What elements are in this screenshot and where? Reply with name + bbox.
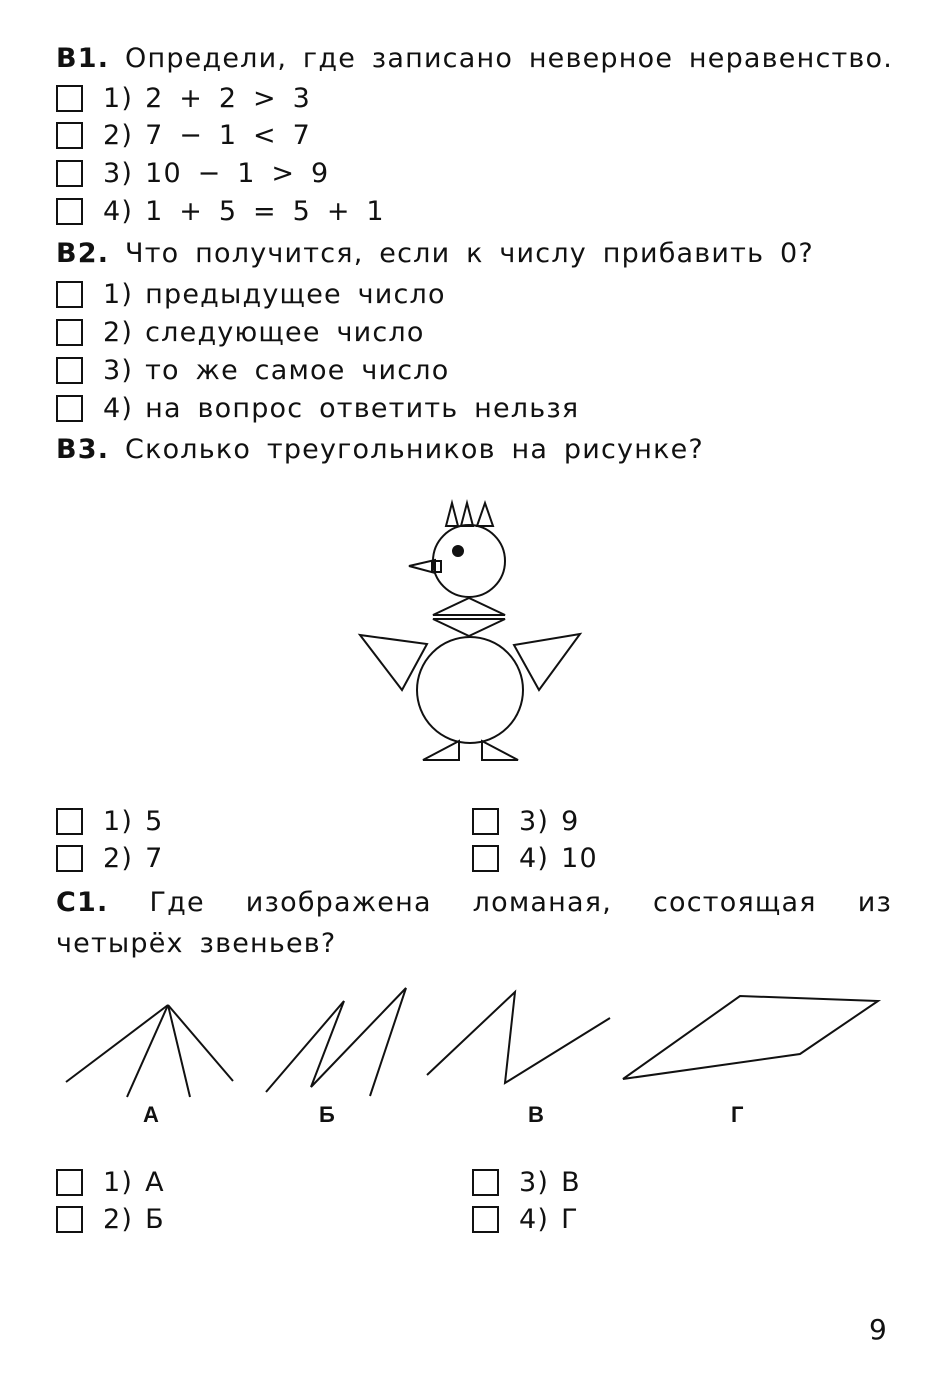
question-c1-number: С1. xyxy=(56,887,109,918)
b1-option-3-number: 3) xyxy=(103,157,134,189)
b1-option-2-number: 2) xyxy=(103,119,134,151)
b3-option-1-number: 1) xyxy=(103,805,134,837)
b1-option-3-text: 10 − 1 > 9 xyxy=(145,157,330,189)
c1-option-4-text: Г xyxy=(561,1203,579,1235)
b2-option-2-text: следующее число xyxy=(145,316,425,348)
b3-option-1-text: 5 xyxy=(145,805,164,837)
question-b3-text: Сколько треугольников на рисунке? xyxy=(125,434,704,465)
figure-label-a: А xyxy=(143,1102,159,1127)
b2-option-3-text: то же самое число xyxy=(145,354,450,386)
figure-label-g: Г xyxy=(731,1102,744,1127)
question-b1-text: Определи, где записано неверное неравенство. xyxy=(125,43,894,74)
c1-option-4[interactable] xyxy=(472,1203,579,1235)
c1-option-4-number: 4) xyxy=(519,1203,550,1235)
c1-option-2-text: Б xyxy=(145,1203,165,1235)
b1-option-1-number: 1) xyxy=(103,82,134,114)
b1-option-4-text: 1 + 5 = 5 + 1 xyxy=(145,195,385,227)
c1-option-1[interactable] xyxy=(56,1166,165,1198)
b2-option-2-number: 2) xyxy=(103,316,134,348)
c1-option-3-number: 3) xyxy=(519,1166,550,1198)
b2-option-3-number: 3) xyxy=(103,354,134,386)
b1-option-4-number: 4) xyxy=(103,195,134,227)
b1-option-2-text: 7 − 1 < 7 xyxy=(145,119,312,151)
b3-option-2-text: 7 xyxy=(145,842,164,874)
figure-g-polygon xyxy=(623,996,878,1079)
figure-a-lines xyxy=(66,1005,233,1097)
c1-option-1-number: 1) xyxy=(103,1166,134,1198)
question-b2-number: В2. xyxy=(56,238,110,269)
b3-option-4-text: 10 xyxy=(561,842,598,874)
question-b1-number: В1. xyxy=(56,43,110,74)
figure-label-b: Б xyxy=(319,1102,335,1127)
c1-checkbox-3[interactable] xyxy=(472,1169,499,1196)
question-b3-number: В3. xyxy=(56,434,110,465)
c1-checkbox-1[interactable] xyxy=(56,1169,83,1196)
b3-option-3-number: 3) xyxy=(519,805,550,837)
b2-option-4-number: 4) xyxy=(103,392,134,424)
b2-option-1-text: предыдущее число xyxy=(145,278,446,310)
figure-label-v: В xyxy=(528,1102,544,1127)
page-number: 9 xyxy=(869,1313,887,1346)
c1-option-3[interactable] xyxy=(472,1166,581,1198)
b2-option-4-text: на вопрос ответить нельзя xyxy=(145,392,580,424)
question-c1-text: Где изображена ломаная, состоящая из четырёх звеньев? xyxy=(56,887,892,959)
c1-checkbox-2[interactable] xyxy=(56,1206,83,1233)
b3-option-2-number: 2) xyxy=(103,842,134,874)
b1-option-1-text: 2 + 2 > 3 xyxy=(145,82,312,114)
figure-b-polyline xyxy=(266,988,406,1096)
b3-option-3-text: 9 xyxy=(561,805,580,837)
b3-option-4-number: 4) xyxy=(519,842,550,874)
c1-checkbox-4[interactable] xyxy=(472,1206,499,1233)
figure-v-polyline xyxy=(427,992,610,1083)
c1-option-2[interactable] xyxy=(56,1203,165,1235)
b2-option-1-number: 1) xyxy=(103,278,134,310)
c1-option-3-text: В xyxy=(561,1166,581,1198)
c1-option-2-number: 2) xyxy=(103,1203,134,1235)
question-b2-text: Что получится, если к числу прибавить 0? xyxy=(125,238,814,269)
c1-option-1-text: А xyxy=(145,1166,165,1198)
